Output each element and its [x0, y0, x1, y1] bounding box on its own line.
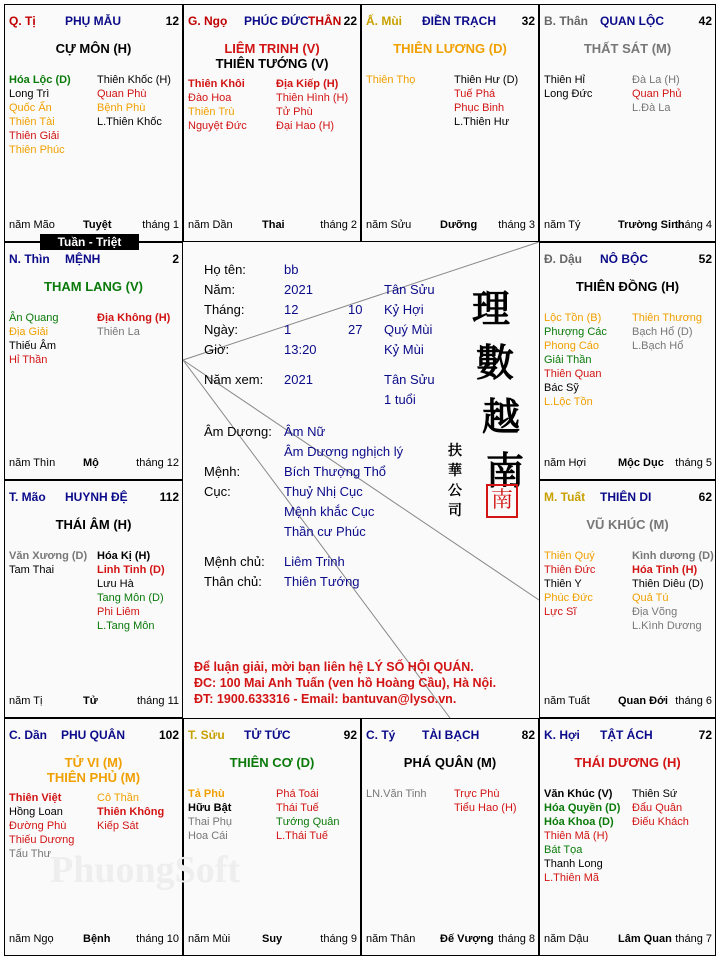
- menh-value: Bích Thượng Thổ: [284, 464, 387, 479]
- am-duong-2: Âm Dương nghịch lý: [284, 444, 404, 459]
- right-star: Tử Phù: [276, 106, 313, 118]
- info-canchi: 1 tuổi: [384, 392, 416, 407]
- footer-stage: Dưỡng: [440, 219, 478, 231]
- palace-branch: Đ. Dậu: [544, 252, 583, 266]
- info-canchi: Kỷ Hợi: [384, 302, 424, 317]
- info-value: 12: [284, 302, 299, 317]
- palace-name: MỆNH: [65, 252, 101, 266]
- footer-stage: Tuyệt: [83, 219, 112, 231]
- right-star: L.Tang Môn: [97, 620, 155, 632]
- footer-month: tháng 8: [498, 933, 535, 945]
- palace-age: 42: [698, 14, 712, 28]
- main-star: THIÊN CƠ (D): [229, 755, 315, 770]
- left-star: Long Đức: [544, 88, 593, 100]
- palace-cell: [4, 242, 183, 480]
- left-star: Thiên Quan: [544, 368, 602, 380]
- info-label: Giờ:: [204, 342, 230, 357]
- footer-year: năm Tuất: [544, 695, 590, 707]
- info-label: Năm:: [204, 282, 236, 297]
- footer-year: năm Tị: [9, 695, 43, 707]
- palace-name: PHỤ MẪU: [65, 14, 121, 28]
- palace-footer: [544, 219, 712, 233]
- right-star: Bạch Hổ (D): [632, 326, 693, 338]
- palace-name: QUAN LỘC: [600, 14, 664, 28]
- right-star: Quan Phủ: [632, 88, 682, 100]
- palace-branch: C. Dần: [9, 728, 48, 742]
- footer-stage: Bệnh: [83, 933, 111, 945]
- right-star: Hóa Kị (H): [97, 550, 151, 562]
- right-star: Lưu Hà: [97, 578, 134, 590]
- palace-branch: M. Tuất: [544, 490, 586, 504]
- palace-footer: [9, 219, 179, 233]
- palace-branch: Q. Tị: [9, 14, 36, 28]
- left-star: LN.Văn Tinh: [366, 788, 427, 800]
- main-star: THIÊN TƯỚNG (V): [215, 56, 329, 71]
- palace-branch: T. Mão: [9, 490, 46, 504]
- than-marker: THÂN: [308, 14, 342, 28]
- palace-name: TẬT ÁCH: [600, 728, 653, 742]
- footer-stage: Mộ: [83, 457, 99, 469]
- tuan-triet-badge: Tuần - Triệt: [40, 234, 139, 250]
- seal-char-1: 理: [472, 286, 511, 331]
- palace-cell: [4, 4, 183, 242]
- footer-stage: Suy: [262, 933, 283, 945]
- palace-age: 72: [698, 728, 712, 742]
- center-info: [182, 242, 539, 718]
- left-star: Bác Sỹ: [544, 382, 579, 394]
- left-star: Thai Phụ: [188, 816, 233, 828]
- footer-stage: Đế Vượng: [440, 933, 494, 945]
- am-duong-label: Âm Dương:: [204, 424, 272, 439]
- right-star: Thiên Diêu (D): [632, 578, 704, 590]
- left-star: Hỉ Thần: [9, 354, 48, 366]
- footer-year: năm Ngọ: [9, 933, 54, 945]
- palace-footer: [9, 695, 179, 709]
- left-star: Thiên Y: [544, 578, 582, 590]
- main-star: THIÊN LƯƠNG (D): [393, 41, 507, 56]
- palace-footer: [366, 933, 535, 947]
- right-star: Trực Phù: [454, 788, 500, 800]
- watermark: PhuongSoft: [50, 849, 241, 891]
- palace-name: TÀI BẠCH: [422, 728, 480, 742]
- right-star: L.Đà La: [632, 102, 671, 114]
- right-star: Đẩu Quân: [632, 802, 683, 814]
- footer-stage: Quan Đới: [618, 695, 668, 707]
- left-star: Lộc Tồn (B): [544, 312, 602, 324]
- right-star: Quan Phù: [97, 88, 147, 100]
- left-star: Thiên Tài: [9, 116, 55, 128]
- left-star: Quốc Ấn: [9, 102, 52, 114]
- footer-year: năm Dậu: [544, 933, 589, 945]
- footer-stage: Lâm Quan: [618, 933, 672, 945]
- right-star: Cô Thần: [97, 792, 139, 804]
- left-star: Thiên Việt: [9, 792, 62, 804]
- left-star: Đường Phù: [9, 820, 67, 832]
- right-star: Phá Toái: [276, 788, 319, 800]
- palace-name: ĐIỀN TRẠCH: [422, 14, 496, 28]
- left-star: Hóa Khoa (D): [544, 816, 614, 828]
- info-value: 2021: [284, 372, 313, 387]
- main-star: THÁI DƯƠNG (H): [574, 755, 681, 770]
- right-star: Thiên Thương: [632, 312, 703, 324]
- left-star: Phượng Các: [544, 326, 607, 338]
- footer-stage: Trường Sinh: [618, 219, 685, 231]
- palace-footer: [9, 933, 179, 947]
- palace-branch: G. Ngọ: [188, 14, 228, 28]
- left-star: L.Lộc Tồn: [544, 396, 593, 408]
- left-star: Giải Thần: [544, 354, 592, 366]
- info-label: Năm xem:: [204, 372, 264, 387]
- footer-month: tháng 12: [136, 457, 179, 469]
- cuc-value-2: Mệnh khắc Cục: [284, 504, 375, 519]
- right-star: Đại Hao (H): [276, 120, 335, 132]
- palace-age: 52: [698, 252, 712, 266]
- left-star: Thiên Trù: [188, 106, 235, 118]
- seal-small-4: 司: [448, 503, 462, 519]
- main-star: THIÊN ĐỒNG (H): [575, 279, 680, 294]
- left-star: Hóa Quyền (D): [544, 802, 621, 814]
- left-star: Thiên Phúc: [9, 144, 65, 156]
- cuc-value-3: Thần cư Phúc: [284, 524, 366, 539]
- main-star: CỰ MÔN (H): [55, 41, 132, 56]
- seal-small-1: 扶: [448, 443, 462, 459]
- main-star: THAM LANG (V): [44, 279, 143, 294]
- palace-name: NÔ BỘC: [600, 252, 648, 266]
- left-star: Hữu Bật: [188, 802, 232, 814]
- left-star: Thiếu Dương: [9, 834, 75, 846]
- seal-small-3: 公: [448, 483, 462, 499]
- contact-line-1: Để luận giải, mời bạn liên hệ LÝ SỐ HỘI QUÁN.: [194, 660, 474, 674]
- right-star: Quả Tú: [632, 592, 669, 604]
- palace-cell: [361, 4, 539, 242]
- left-star: Phong Cáo: [544, 340, 600, 352]
- menh-label: Mệnh:: [204, 464, 241, 479]
- palace-name: HUYNH ĐỆ: [65, 490, 128, 504]
- palace-branch: N. Thìn: [9, 252, 50, 266]
- right-star: Tướng Quân: [276, 816, 340, 828]
- footer-stage: Mộc Dục: [618, 457, 664, 469]
- right-star: Địa Không (H): [97, 312, 171, 324]
- right-star: Hóa Tinh (H): [632, 564, 698, 576]
- palace-name: PHÚC ĐỨC: [244, 14, 309, 28]
- palace-footer: [366, 219, 535, 233]
- red-stamp: [486, 484, 518, 518]
- right-star: Thiên Hư (D): [454, 74, 519, 86]
- palace-branch: B. Thân: [544, 14, 588, 28]
- main-star: LIÊM TRINH (V): [224, 41, 320, 56]
- palace-age: 92: [343, 728, 357, 742]
- right-star: Tang Môn (D): [97, 592, 164, 604]
- left-star: Hồng Loan: [9, 806, 63, 818]
- right-star: Kình dương (D): [632, 550, 714, 562]
- left-star: Nguyệt Đức: [188, 120, 247, 132]
- left-star: Phúc Đức: [544, 592, 593, 604]
- palace-age: 62: [698, 490, 712, 504]
- left-star: Thiên Khôi: [188, 78, 245, 90]
- info-value: 13:20: [284, 342, 317, 357]
- right-star: Điếu Khách: [632, 816, 689, 828]
- palace-footer: [544, 695, 712, 709]
- right-star: L.Thiên Khốc: [97, 116, 162, 128]
- footer-stage: Tử: [83, 695, 98, 707]
- footer-month: tháng 7: [675, 933, 712, 945]
- menh-chu-label: Mệnh chủ:: [204, 554, 265, 569]
- main-star: PHÁ QUÂN (M): [403, 755, 497, 770]
- footer-month: tháng 1: [142, 219, 179, 231]
- footer-month: tháng 5: [675, 457, 712, 469]
- palace-name: THIÊN DI: [600, 490, 652, 504]
- palace-cell: [539, 242, 716, 480]
- stamp-char: 南: [490, 488, 513, 513]
- footer-month: tháng 4: [675, 219, 712, 231]
- palace-branch: Ấ. Mùi: [366, 14, 402, 28]
- left-star: Tam Thai: [9, 564, 55, 576]
- palace-cell: [539, 4, 716, 242]
- left-star: Thiên Quý: [544, 550, 595, 562]
- footer-year: năm Mùi: [188, 933, 231, 945]
- footer-month: tháng 6: [675, 695, 712, 707]
- than-chu-label: Thân chủ:: [204, 574, 262, 589]
- am-duong-1: Âm Nữ: [284, 424, 326, 439]
- left-star: Thiếu Âm: [9, 340, 57, 352]
- right-star: Phục Binh: [454, 102, 505, 114]
- right-star: L.Bạch Hổ: [632, 340, 684, 352]
- palace-branch: C. Tý: [366, 728, 396, 742]
- left-star: Thiên Thọ: [366, 74, 416, 86]
- left-star: Hoa Cái: [188, 830, 228, 842]
- footer-year: năm Thân: [366, 933, 416, 945]
- right-star: L.Thái Tuế: [276, 830, 328, 842]
- menh-chu-value: Liêm Trinh: [284, 554, 345, 569]
- right-star: Thiên Khốc (H): [97, 74, 171, 86]
- right-star: Thiên La: [97, 326, 140, 338]
- left-star: Hóa Lộc (D): [9, 74, 71, 86]
- than-chu-value: Thiên Tướng: [284, 574, 360, 589]
- info-value: 1: [284, 322, 292, 337]
- right-star: Đà La (H): [632, 74, 680, 86]
- left-star: Tấu Thư: [9, 848, 52, 860]
- footer-year: năm Dần: [188, 219, 233, 231]
- palace-age: 2: [172, 252, 179, 266]
- right-star: Bệnh Phù: [97, 102, 146, 114]
- contact-line-3: ĐT: 1900.633316 - Email: bantuvan@lyso.vn.: [194, 692, 457, 706]
- footer-year: năm Thìn: [9, 457, 56, 469]
- info-canchi: Quý Mùi: [384, 322, 433, 337]
- right-star: Thiên Không: [97, 806, 165, 818]
- seal-char-4: 南: [486, 448, 525, 493]
- left-star: Bát Tọa: [544, 844, 583, 856]
- palace-age: 32: [521, 14, 535, 28]
- footer-month: tháng 2: [320, 219, 357, 231]
- seal-char-3: 越: [482, 394, 521, 439]
- left-star: Thanh Long: [544, 858, 603, 870]
- palace-cell: [361, 718, 539, 956]
- info-value: 2021: [284, 282, 313, 297]
- left-star: Thiên Đức: [544, 564, 596, 576]
- left-star: Tả Phù: [188, 788, 225, 800]
- right-star: L.Thiên Hư: [454, 116, 510, 128]
- main-star: THÁI ÂM (H): [55, 517, 132, 532]
- palace-name: TỬ TỨC: [244, 728, 291, 742]
- left-star: Long Trì: [9, 88, 50, 100]
- right-star: Thiên Hình (H): [276, 92, 349, 104]
- left-star: Địa Giải: [9, 326, 49, 338]
- palace-cell: [539, 718, 716, 956]
- info-label: Tháng:: [204, 302, 245, 317]
- footer-stage: Thai: [262, 219, 285, 231]
- left-star: Văn Khúc (V): [544, 788, 613, 800]
- footer-year: năm Sửu: [366, 219, 412, 231]
- left-star: Thiên Giải: [9, 130, 60, 142]
- right-star: L.Kình Dương: [632, 620, 702, 632]
- left-star: Ân Quang: [9, 312, 59, 324]
- left-star: Lực Sĩ: [544, 606, 577, 618]
- footer-month: tháng 10: [136, 933, 179, 945]
- info-value: bb: [284, 262, 299, 277]
- info-label: Ngày:: [204, 322, 238, 337]
- palace-cell: [4, 480, 183, 718]
- palace-footer: [544, 933, 712, 947]
- main-star: TỬ VI (M): [64, 755, 123, 770]
- right-star: Thái Tuế: [276, 802, 319, 814]
- contact-line-2: ĐC: 100 Mai Anh Tuấn (ven hồ Hoàng Cầu), Hà Nội.: [194, 676, 497, 690]
- left-star: Thiên Hỉ: [544, 74, 585, 86]
- info-label: Họ tên:: [204, 262, 246, 277]
- palace-branch: T. Sửu: [188, 728, 225, 742]
- palace-footer: [188, 933, 357, 947]
- palace-age: 12: [165, 14, 179, 28]
- info-canchi: Tân Sửu: [384, 372, 435, 387]
- right-star: Địa Võng: [632, 606, 678, 618]
- left-star: Thiên Mã (H): [544, 830, 609, 842]
- palace-cell: [4, 718, 183, 956]
- palace-age: 22: [343, 14, 357, 28]
- palace-cell: [183, 4, 361, 242]
- right-star: Địa Kiếp (H): [276, 78, 339, 90]
- right-star: Kiếp Sát: [97, 820, 139, 832]
- palace-footer: [9, 457, 179, 471]
- info-canchi: Kỷ Mùi: [384, 342, 424, 357]
- info-lunar: 10: [348, 302, 363, 317]
- footer-month: tháng 3: [498, 219, 535, 231]
- palace-footer: [188, 219, 357, 233]
- palace-cell: [183, 718, 361, 956]
- palace-footer: [544, 457, 712, 471]
- right-star: Tuế Phá: [454, 88, 496, 100]
- left-star: Đào Hoa: [188, 92, 232, 104]
- right-star: Linh Tinh (D): [97, 564, 165, 576]
- palace-age: 82: [521, 728, 535, 742]
- left-star: Văn Xương (D): [9, 550, 88, 562]
- seal-char-2: 數: [476, 340, 515, 385]
- cuc-label: Cục:: [204, 484, 231, 499]
- right-star: Thiên Sứ: [632, 788, 678, 800]
- palace-branch: K. Hợi: [544, 728, 580, 742]
- palace-name: PHU QUÂN: [61, 728, 126, 742]
- main-star: THẤT SÁT (M): [583, 41, 672, 56]
- right-star: Phi Liêm: [97, 606, 140, 618]
- cuc-value-1: Thuỷ Nhị Cục: [284, 484, 363, 499]
- footer-year: năm Mão: [9, 219, 55, 231]
- info-canchi: Tân Sửu: [384, 282, 435, 297]
- right-star: Tiểu Hao (H): [454, 802, 517, 814]
- palace-age: 112: [159, 490, 179, 504]
- main-star: THIÊN PHỦ (M): [46, 770, 141, 785]
- palace-age: 102: [158, 728, 179, 742]
- seal-small-2: 華: [448, 463, 462, 479]
- info-lunar: 27: [348, 322, 363, 337]
- footer-month: tháng 9: [320, 933, 357, 945]
- footer-year: năm Tý: [544, 219, 581, 231]
- footer-month: tháng 11: [136, 695, 179, 707]
- left-star: L.Thiên Mã: [544, 872, 600, 884]
- footer-year: năm Hợi: [544, 457, 587, 469]
- main-star: VŨ KHÚC (M): [586, 517, 669, 532]
- palace-cell: [539, 480, 716, 718]
